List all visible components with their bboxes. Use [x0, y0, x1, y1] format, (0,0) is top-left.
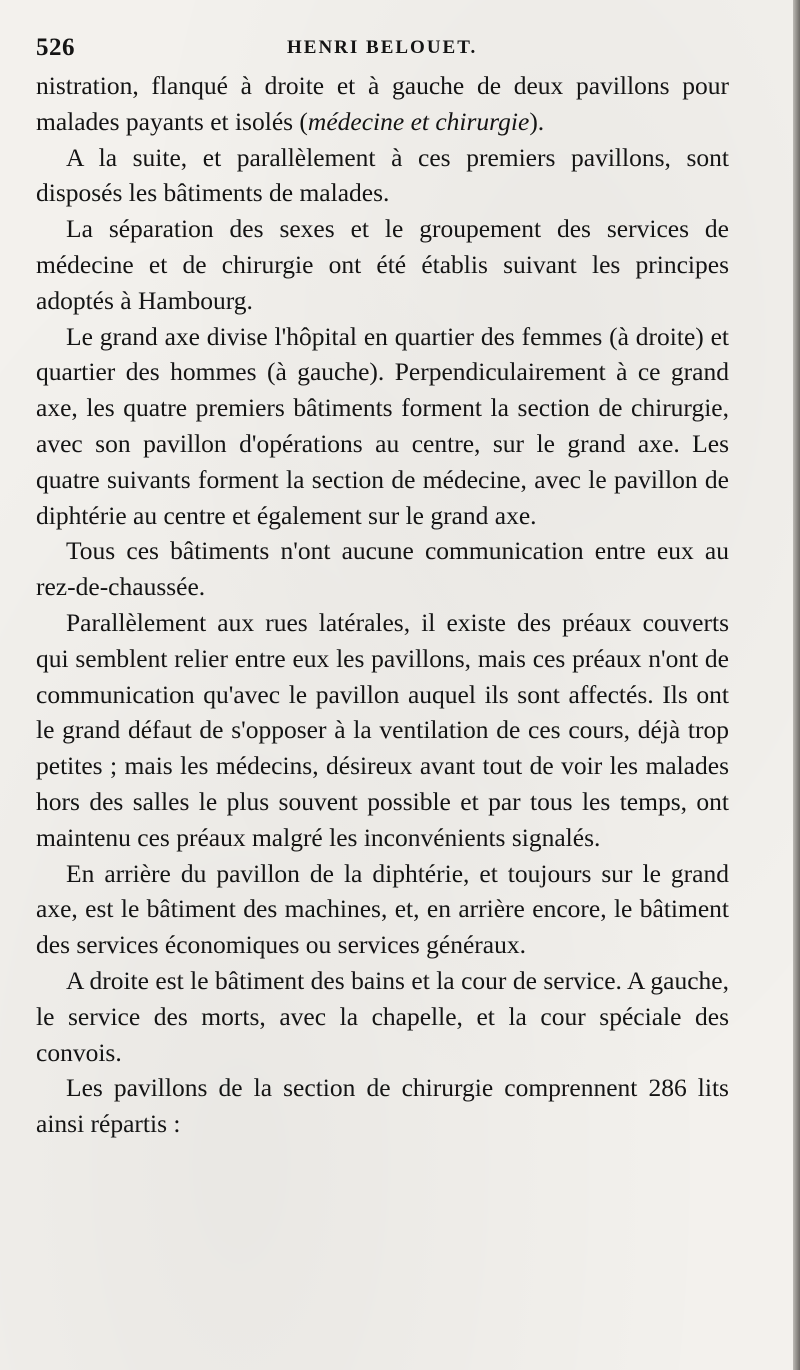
- paragraph-9: Les pavillons de la section de chirurgie comprennent 286 lits ainsi répartis :: [36, 1073, 729, 1139]
- paragraph-1-text: nistration, flanqué à droite et à gauche de deux pavillons pour malades payants et isolés (: [36, 71, 729, 136]
- paragraph-4: Le grand axe divise l'hôpital en quartier des femmes (à droite) et quartier des hommes (à gauche). Perpendiculairement à ce grand axe, les quatre premiers bâtiments forment la section de chirurgie, avec son pavillon d'opérations au centre, sur le grand axe. Les quatre suivants forment la section de médecine, avec le pavillon de diphtérie au centre et également sur le grand axe.: [36, 321, 729, 530]
- paragraph-5: Tous ces bâtiments n'ont aucune communication entre eux au rez-de-chaussée.: [36, 536, 729, 602]
- page-number: 526: [36, 34, 75, 61]
- page-edge-shadow: [793, 0, 800, 1370]
- paragraph-3: La séparation des sexes et le groupement des services de médecine et de chirurgie ont été établis suivant les principes adoptés à Hambourg.: [36, 214, 729, 315]
- running-head: HENRI BELOUET.: [287, 37, 478, 58]
- paragraph-1: [36, 68, 729, 140]
- paragraph-6: Parallèlement aux rues latérales, il existe des préaux couverts qui semblent relier entre eux les pavillons, mais ces préaux n'ont de communication qu'avec le pavillon auquel ils sont affectés. Ils ont le grand défaut de s'opposer à la ventilation de ces cours, déjà trop petites ; mais les médecins, désireux avant tout de voir les malades hors des salles le plus souvent possible et par tous les temps, ont maintenu ces préaux malgré les inconvénients signalés.: [36, 607, 729, 852]
- body-text: [36, 68, 729, 1142]
- paragraph-2: A la suite, et parallèlement à ces premiers pavillons, sont disposés les bâtiments de malades.: [36, 142, 729, 208]
- paragraph-7: En arrière du pavillon de la diphtérie, et toujours sur le grand axe, est le bâtiment des machines, et, en arrière encore, le bâtiment des services économiques ou services généraux.: [36, 858, 729, 960]
- paragraph-8: A droite est le bâtiment des bains et la cour de service. A gauche, le service des morts, avec la chapelle, et la cour spéciale des convois.: [36, 965, 729, 1067]
- italic-term: médecine et chirurgie: [307, 106, 530, 136]
- page-header: [36, 34, 726, 64]
- paragraph-1-end: ).: [529, 106, 545, 136]
